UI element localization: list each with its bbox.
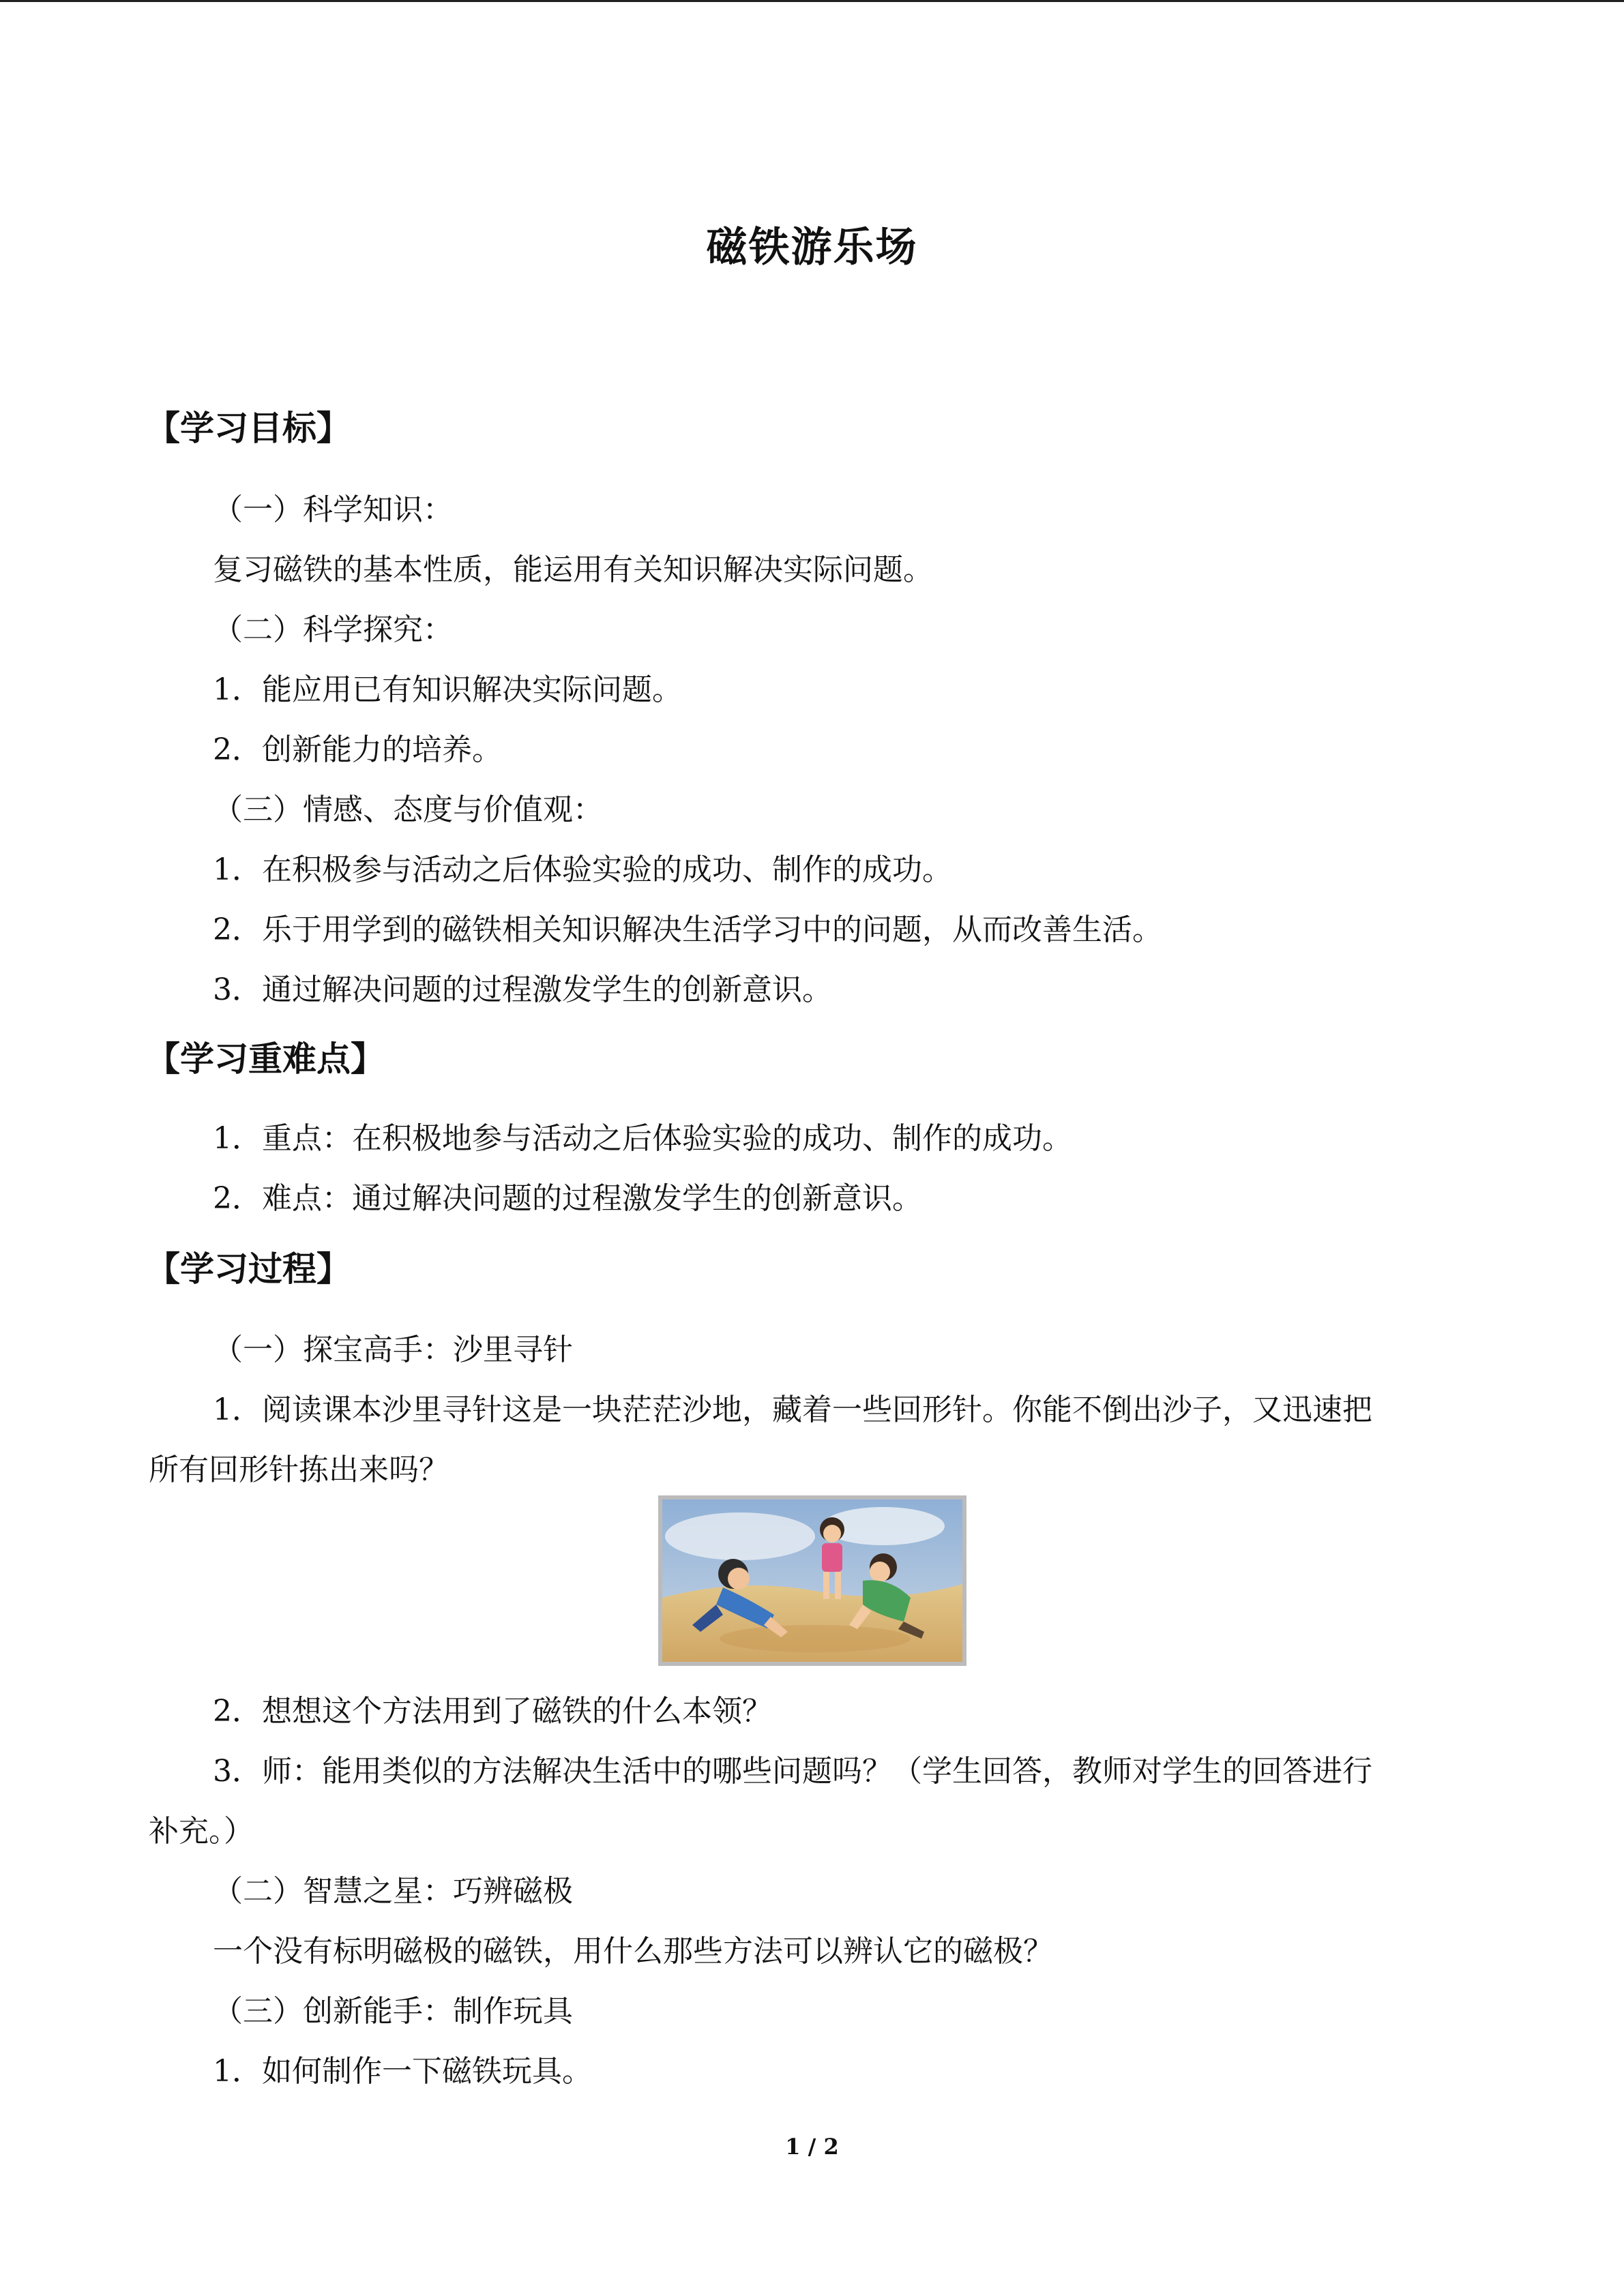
objectives-line: （二）科学探究：: [213, 612, 453, 647]
objectives-line: 1．能应用已有知识解决实际问题。: [213, 672, 682, 707]
process-line: 所有回形针拣出来吗？: [149, 1452, 449, 1487]
key-points-line: 2．难点：通过解决问题的过程激发学生的创新意识。: [213, 1181, 922, 1216]
page-title: 磁铁游乐场: [706, 224, 918, 271]
process-line: 1．阅读课本沙里寻针这是一块茫茫沙地，藏着一些回形针。你能不倒出沙子，又迅速把: [213, 1392, 1372, 1427]
process-line: （二）智慧之星：巧辨磁极: [213, 1874, 573, 1909]
children-in-sand-image: [658, 1495, 966, 1666]
process-line: 补充。）: [149, 1814, 254, 1849]
process-line: 3．师：能用类似的方法解决生活中的哪些问题吗？（学生回答，教师对学生的回答进行: [213, 1754, 1372, 1789]
key-points-line: 1．重点：在积极地参与活动之后体验实验的成功、制作的成功。: [213, 1121, 1072, 1156]
section-heading-process: 【学习过程】: [146, 1249, 351, 1289]
process-line: （一）探宝高手：沙里寻针: [213, 1332, 573, 1367]
process-line: 1．如何制作一下磁铁玩具。: [213, 2054, 592, 2089]
objectives-line: 2．创新能力的培养。: [213, 732, 502, 767]
objectives-line: 3．通过解决问题的过程激发学生的创新意识。: [213, 972, 832, 1007]
page-number: 1 / 2: [785, 2134, 839, 2160]
objectives-line: （三）情感、态度与价值观：: [213, 792, 603, 827]
sand-search-illustration: [658, 1495, 966, 1666]
process-line: 2．想想这个方法用到了磁铁的什么本领？: [213, 1694, 772, 1729]
process-line: 一个没有标明磁极的磁铁，用什么那些方法可以辨认它的磁极？: [213, 1934, 1053, 1969]
objectives-line: 1．在积极参与活动之后体验实验的成功、制作的成功。: [213, 852, 952, 887]
process-line: （三）创新能手：制作玩具: [213, 1994, 573, 2029]
objectives-line: （一）科学知识：: [213, 492, 453, 527]
section-heading-key-points: 【学习重难点】: [146, 1039, 385, 1079]
objectives-line: 复习磁铁的基本性质，能运用有关知识解决实际问题。: [213, 552, 933, 587]
section-heading-objectives: 【学习目标】: [146, 408, 351, 448]
objectives-line: 2．乐于用学到的磁铁相关知识解决生活学习中的问题，从而改善生活。: [213, 912, 1162, 947]
